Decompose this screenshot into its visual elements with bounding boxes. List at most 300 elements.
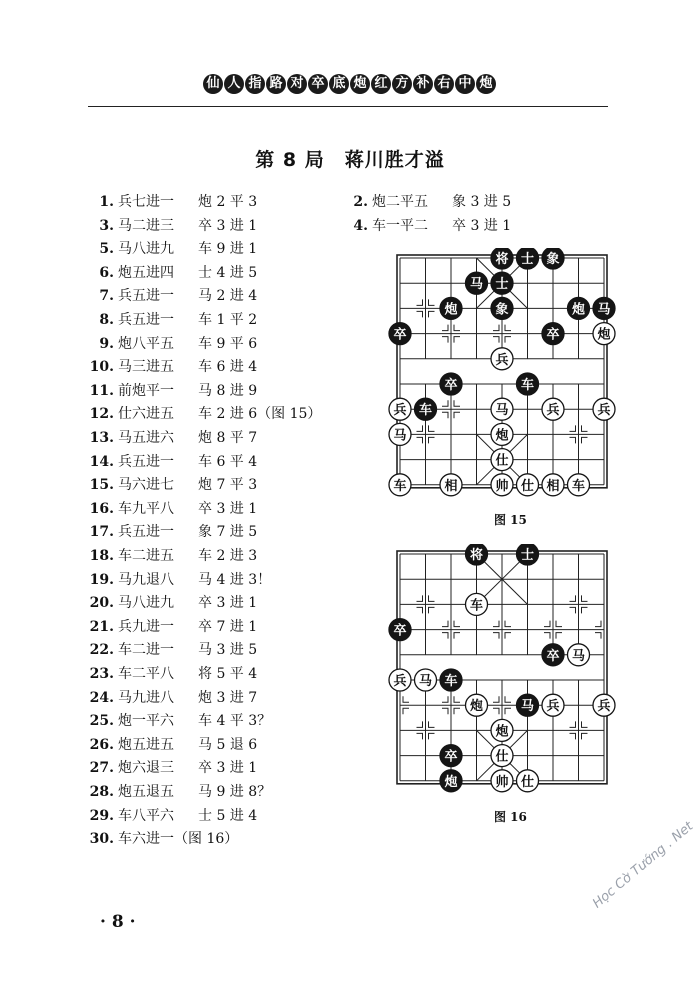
move-number: 24.	[89, 689, 114, 706]
piece-red	[389, 474, 411, 496]
move-row	[86, 828, 239, 848]
position-mark	[454, 325, 460, 331]
position-mark	[454, 412, 460, 418]
position-mark	[582, 733, 588, 739]
move-row	[86, 663, 257, 683]
move-row	[86, 569, 271, 589]
black-move: 车 6 进 4	[198, 359, 258, 376]
move-number: 30.	[89, 831, 114, 848]
piece-black	[491, 297, 513, 319]
black-move: 卒 3 进 1	[198, 595, 258, 612]
header-char: 底	[329, 74, 349, 94]
header-char: 人	[224, 74, 244, 94]
position-mark	[417, 311, 423, 317]
black-move: 将 5 平 4	[198, 666, 258, 682]
piece-label: 车	[571, 478, 586, 494]
piece-label: 仕	[495, 453, 509, 469]
position-mark	[403, 696, 409, 702]
piece-label: 马	[597, 302, 611, 318]
red-move: 马六进七	[118, 477, 174, 494]
move-number: 13.	[89, 430, 114, 446]
piece-red	[440, 474, 462, 496]
piece-label: 相	[546, 478, 560, 494]
red-move: 前炮平一	[118, 382, 174, 399]
move-number: 27.	[89, 760, 114, 777]
piece-label: 士	[520, 252, 535, 267]
black-move: 卒 3 进 1	[198, 760, 258, 777]
move-row	[86, 805, 257, 825]
piece-label: 仕	[495, 749, 509, 765]
piece-label: 象	[495, 302, 509, 318]
header-char: 卒	[308, 74, 328, 94]
position-mark	[505, 325, 511, 331]
position-mark	[417, 607, 423, 613]
piece-label: 马	[571, 648, 586, 664]
piece-black	[440, 297, 462, 319]
move-number: 11.	[89, 382, 114, 399]
move-number: 8.	[99, 312, 114, 328]
piece-label: 马	[393, 428, 407, 444]
black-move: 象 7 进 5	[198, 524, 258, 541]
piece-label: 马	[469, 277, 484, 293]
piece-label: 卒	[546, 648, 560, 664]
piece-black	[542, 248, 564, 269]
move-number: 2.	[353, 194, 368, 210]
position-mark	[442, 633, 448, 639]
black-move: 炮 8 平 7	[198, 430, 258, 446]
position-mark	[429, 425, 435, 431]
position-mark	[582, 425, 588, 431]
piece-black	[517, 373, 539, 395]
move-row	[86, 403, 321, 423]
piece-label: 车	[418, 403, 433, 419]
piece-label: 卒	[393, 623, 407, 639]
piece-label: 卒	[393, 327, 407, 343]
red-move: 炮五进四	[118, 264, 174, 281]
position-mark	[429, 607, 435, 613]
position-mark	[582, 437, 588, 443]
header-char: 方	[392, 74, 412, 94]
black-move: 炮 2 平 3	[198, 194, 258, 210]
move-row	[86, 498, 257, 518]
position-mark	[582, 721, 588, 727]
red-move: 马二进三	[118, 217, 174, 234]
position-mark	[544, 621, 550, 627]
red-move: 车二进一	[118, 642, 174, 659]
move-number: 1.	[99, 194, 114, 210]
piece-red	[491, 474, 513, 496]
position-mark	[570, 721, 576, 727]
position-mark	[442, 412, 448, 418]
move-number: 21.	[89, 618, 114, 635]
red-move: 兵九进一	[118, 618, 174, 635]
move-row	[86, 521, 257, 541]
position-mark	[454, 633, 460, 639]
position-mark	[429, 437, 435, 443]
move-row	[86, 757, 257, 777]
piece-label: 相	[444, 478, 458, 494]
black-move: 马 4 进 3！	[198, 571, 272, 588]
position-mark	[544, 633, 550, 639]
piece-label: 车	[520, 378, 535, 393]
position-mark	[493, 708, 499, 714]
red-move: 马九退八	[118, 571, 174, 588]
move-number: 29.	[89, 807, 114, 824]
black-move: 马 9 进 8？	[198, 784, 272, 800]
move-number: 5.	[99, 241, 114, 258]
black-move: 马 8 进 9	[198, 382, 258, 399]
header-char: 右	[434, 74, 454, 94]
position-mark	[454, 708, 460, 714]
black-move: 卒 3 进 1	[198, 217, 258, 234]
position-mark	[454, 696, 460, 702]
position-mark	[442, 400, 448, 406]
move-row	[86, 380, 257, 400]
move-number: 26.	[89, 736, 114, 753]
black-move: 卒 3 进 1	[452, 217, 512, 234]
move-row	[86, 687, 257, 707]
piece-red	[466, 593, 488, 615]
piece-red	[491, 719, 513, 741]
red-move: 兵五进一	[118, 312, 174, 328]
move-number: 7.	[99, 288, 114, 305]
move-row	[86, 592, 257, 612]
piece-label: 兵	[495, 352, 509, 368]
piece-black	[440, 770, 462, 792]
header-char: 中	[455, 74, 475, 94]
red-move: 兵七进一	[118, 194, 174, 210]
position-mark	[505, 621, 511, 627]
piece-red	[542, 398, 564, 420]
red-move: 炮五进五	[118, 736, 174, 753]
piece-label: 象	[546, 252, 560, 267]
move-row	[86, 238, 257, 258]
piece-red	[491, 398, 513, 420]
piece-label: 炮	[469, 699, 484, 715]
position-mark	[556, 633, 562, 639]
black-move: 马 3 进 5	[198, 642, 258, 659]
piece-red	[542, 694, 564, 716]
piece-red	[593, 398, 615, 420]
black-move: 士 5 进 4	[198, 807, 258, 824]
piece-red	[415, 669, 437, 691]
red-move: 炮二平五	[372, 194, 428, 210]
position-mark	[429, 299, 435, 305]
position-mark	[403, 708, 409, 714]
red-move: 炮五退五	[118, 784, 174, 800]
black-move: 炮 3 进 7	[198, 689, 258, 706]
red-move: 马五进六	[118, 430, 174, 446]
move-number: 19.	[89, 571, 114, 588]
piece-label: 兵	[546, 403, 560, 419]
piece-red	[389, 423, 411, 445]
move-number: 9.	[99, 335, 114, 352]
watermark: Học Cờ Tướng . Net	[590, 818, 697, 912]
piece-red	[389, 669, 411, 691]
black-move: 卒 3 进 1	[198, 500, 258, 517]
piece-red	[593, 323, 615, 345]
red-move: 兵五进一	[118, 524, 174, 541]
position-mark	[570, 607, 576, 613]
piece-label: 仕	[520, 774, 535, 790]
position-mark	[570, 425, 576, 431]
piece-red	[491, 348, 513, 370]
position-mark	[454, 337, 460, 343]
move-row	[86, 309, 257, 329]
move-row	[86, 215, 257, 235]
move-number: 28.	[89, 784, 114, 800]
position-mark	[570, 595, 576, 601]
piece-label: 车	[444, 674, 458, 689]
position-mark	[570, 437, 576, 443]
piece-red	[491, 745, 513, 767]
piece-label: 仕	[520, 478, 535, 494]
position-mark	[493, 325, 499, 331]
running-header	[0, 74, 700, 96]
header-char: 路	[266, 74, 286, 94]
black-move: 车 4 平 3？	[198, 713, 272, 730]
page-number: · 8 ·	[100, 912, 136, 932]
piece-black	[466, 544, 488, 565]
piece-label: 炮	[444, 774, 458, 790]
position-mark	[417, 733, 423, 739]
red-move: 马三进五	[118, 359, 174, 376]
piece-label: 卒	[546, 327, 560, 343]
black-move: 车 9 平 6	[198, 335, 258, 352]
series-title	[0, 74, 700, 96]
header-rule	[88, 106, 608, 107]
position-mark	[417, 437, 423, 443]
piece-red	[568, 474, 590, 496]
move-number: 10.	[89, 359, 114, 376]
piece-label: 卒	[444, 749, 458, 765]
piece-label: 兵	[393, 403, 407, 419]
piece-label: 马	[418, 674, 433, 689]
position-mark	[417, 425, 423, 431]
move-number: 15.	[89, 477, 114, 494]
move-number: 25.	[89, 713, 114, 730]
move-number: 17.	[89, 524, 114, 541]
piece-red	[517, 474, 539, 496]
black-move: 车 9 进 1	[198, 241, 258, 258]
red-move: 兵五进一	[118, 453, 174, 470]
black-move: 车 2 进 3	[198, 548, 258, 564]
piece-black	[593, 297, 615, 319]
piece-label: 兵	[546, 699, 560, 715]
red-move: 车九平八	[118, 500, 174, 517]
move-row	[340, 215, 511, 235]
piece-black	[415, 398, 437, 420]
move-row	[86, 781, 271, 801]
position-mark	[595, 621, 601, 627]
move-number: 20.	[89, 595, 114, 612]
position-mark	[505, 696, 511, 702]
piece-red	[491, 770, 513, 792]
piece-label: 兵	[597, 403, 611, 419]
move-row	[340, 191, 511, 211]
red-move: 炮八平五	[118, 335, 174, 352]
piece-black	[491, 272, 513, 294]
position-mark	[454, 400, 460, 406]
position-mark	[429, 595, 435, 601]
red-move: 车一平二	[372, 217, 428, 234]
red-move: 炮六退三	[118, 760, 174, 777]
piece-black	[389, 619, 411, 641]
piece-black	[440, 669, 462, 691]
black-move: 马 5 退 6	[198, 736, 258, 753]
black-move: 卒 7 进 1	[198, 618, 258, 635]
piece-label: 兵	[393, 674, 407, 689]
piece-black	[568, 297, 590, 319]
piece-label: 帅	[495, 478, 509, 494]
position-mark	[442, 325, 448, 331]
red-move: 车二进五	[118, 548, 174, 564]
red-move: 兵五进一	[118, 288, 174, 305]
piece-black	[517, 544, 539, 565]
header-char: 红	[371, 74, 391, 94]
move-row	[86, 427, 257, 447]
move-number: 12.	[89, 406, 114, 423]
black-move: 马 2 进 4	[198, 288, 258, 305]
piece-red	[517, 770, 539, 792]
red-move: 马八进九	[118, 241, 174, 258]
red-move: 炮一平六	[118, 713, 174, 730]
piece-label: 炮	[597, 327, 611, 343]
piece-label: 兵	[597, 699, 611, 715]
header-char: 炮	[476, 74, 496, 94]
position-mark	[556, 621, 562, 627]
position-mark	[493, 621, 499, 627]
move-row	[86, 639, 257, 659]
red-move: 马九进八	[118, 689, 174, 706]
black-move: 车 1 平 2	[198, 312, 258, 328]
piece-black	[440, 745, 462, 767]
move-row	[86, 616, 257, 636]
move-number: 4.	[353, 217, 368, 234]
piece-red	[568, 644, 590, 666]
piece-red	[593, 694, 615, 716]
header-char: 炮	[350, 74, 370, 94]
piece-label: 帅	[495, 774, 509, 790]
position-mark	[582, 595, 588, 601]
move-number: 18.	[89, 548, 114, 564]
piece-label: 炮	[571, 302, 586, 318]
move-row	[86, 191, 257, 211]
header-char: 补	[413, 74, 433, 94]
piece-red	[491, 423, 513, 445]
piece-label: 士	[495, 277, 509, 293]
piece-label: 马	[495, 403, 509, 419]
red-move: 仕六进五	[118, 406, 174, 423]
position-mark	[493, 633, 499, 639]
position-mark	[429, 721, 435, 727]
move-number: 22.	[89, 642, 114, 659]
position-mark	[493, 337, 499, 343]
game-title: 第 8 局 蒋川胜才溢	[255, 149, 445, 171]
black-move: 炮 7 平 3	[198, 477, 258, 494]
board-figure-16	[384, 544, 624, 804]
position-mark	[442, 696, 448, 702]
piece-label: 将	[495, 252, 509, 267]
piece-label: 车	[469, 598, 484, 614]
figure-15-caption: 图 15	[494, 513, 527, 527]
position-mark	[582, 607, 588, 613]
red-move: 马八进九	[118, 595, 174, 612]
piece-red	[466, 694, 488, 716]
move-number: 23.	[89, 666, 114, 682]
move-number: 6.	[99, 264, 114, 281]
black-move: 士 4 进 5	[198, 264, 258, 281]
piece-black	[491, 248, 513, 269]
move-number: 16.	[89, 500, 114, 517]
piece-black	[517, 248, 539, 269]
position-mark	[595, 633, 601, 639]
position-mark	[505, 337, 511, 343]
move-row	[86, 451, 257, 471]
black-move: 象 3 进 5	[452, 194, 512, 210]
position-mark	[454, 621, 460, 627]
move-number: 14.	[89, 453, 114, 470]
move-row	[86, 262, 257, 282]
black-move: 车 6 平 4	[198, 453, 258, 470]
position-mark	[570, 733, 576, 739]
piece-black	[542, 323, 564, 345]
piece-black	[542, 644, 564, 666]
piece-label: 卒	[444, 378, 458, 393]
red-move: 车八平六	[118, 807, 174, 824]
piece-black	[466, 272, 488, 294]
header-char: 对	[287, 74, 307, 94]
move-row	[86, 710, 271, 730]
piece-label: 炮	[444, 302, 458, 318]
position-mark	[505, 708, 511, 714]
position-mark	[417, 595, 423, 601]
figure-16-caption: 图 16	[494, 810, 527, 824]
piece-label: 将	[469, 548, 484, 563]
red-move: 车二平八	[118, 666, 174, 682]
position-mark	[442, 621, 448, 627]
position-mark	[442, 708, 448, 714]
position-mark	[417, 299, 423, 305]
piece-red	[542, 474, 564, 496]
board-figure-15	[384, 248, 624, 508]
piece-red	[389, 398, 411, 420]
red-move: 车六进一（图 16）	[118, 831, 239, 848]
black-move: 车 2 进 6（图 15）	[198, 406, 322, 423]
piece-label: 炮	[495, 724, 509, 740]
move-row	[86, 734, 257, 754]
piece-black	[389, 323, 411, 345]
header-char: 指	[245, 74, 265, 94]
piece-label: 车	[393, 478, 407, 494]
position-mark	[442, 337, 448, 343]
position-mark	[429, 311, 435, 317]
piece-label: 士	[520, 548, 535, 563]
piece-black	[517, 694, 539, 716]
piece-label: 马	[520, 699, 535, 715]
move-row	[86, 285, 257, 305]
move-number: 3.	[99, 217, 114, 234]
move-row	[86, 333, 257, 353]
piece-black	[440, 373, 462, 395]
position-mark	[429, 733, 435, 739]
piece-red	[491, 449, 513, 471]
header-char: 仙	[203, 74, 223, 94]
position-mark	[505, 633, 511, 639]
position-mark	[493, 696, 499, 702]
move-row	[86, 474, 257, 494]
move-row	[86, 545, 257, 565]
